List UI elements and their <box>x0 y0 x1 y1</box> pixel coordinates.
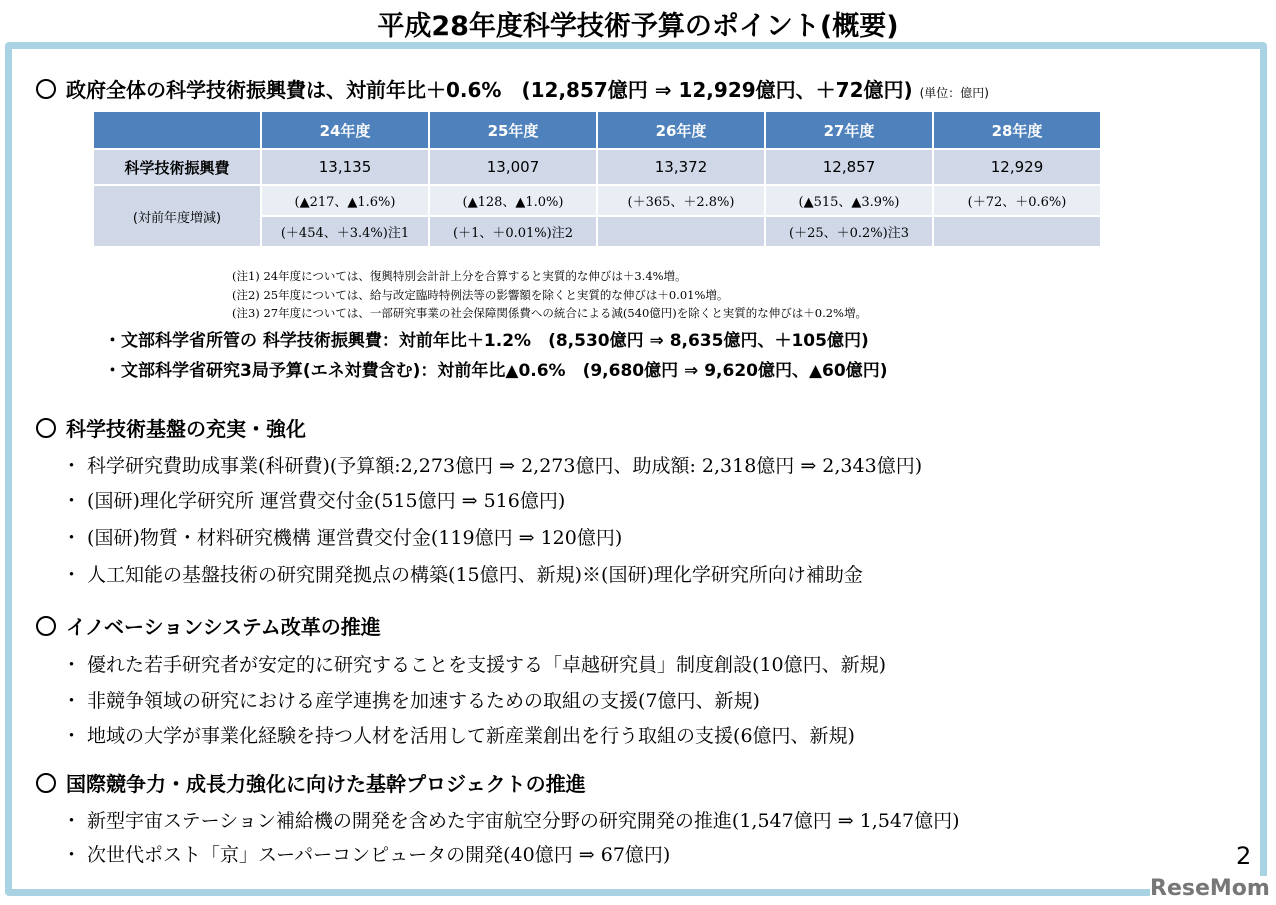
row-label: (対前年度増減) <box>93 185 261 247</box>
table-cell: (▲515、▲3.9%) <box>765 185 933 216</box>
section-heading-text: 科学技術基盤の充実・強化 <box>66 417 306 441</box>
list-item: ・ 非競争領域の研究における産学連携を加速するための取組の支援(7億円、新規) <box>62 690 760 712</box>
list-item: ・ 次世代ポスト「京」スーパーコンピュータの開発(40億円 ⇒ 67億円) <box>62 844 671 866</box>
headline-text: 政府全体の科学技術振興費は、対前年比＋0.6% (12,857億円 ⇒ 12,929億円、＋72億円) <box>66 78 913 102</box>
sub-point: ・文部科学省研究3局予算(エネ対費含む)：対前年比▲0.6% (9,680億円 ⇒ 9,620億円、▲60億円) <box>104 361 888 381</box>
list-item: ・ 優れた若手研究者が安定的に研究することを支援する「卓越研究員」制度創設(10億円、新規) <box>62 654 887 676</box>
sub-point: ・文部科学省所管の 科学技術振興費：対前年比＋1.2% (8,530億円 ⇒ 8,635億円、＋105億円) <box>104 331 869 351</box>
list-item: ・ 地域の大学が事業化経験を持つ人材を活用して新産業創出を行う取組の支援(6億円、新規) <box>62 725 855 747</box>
list-item: ・ 科学研究費助成事業(科研費)(予算額:2,273億円 ⇒ 2,273億円、助成額: 2,318億円 ⇒ 2,343億円) <box>62 455 923 477</box>
table-cell: 13,135 <box>261 149 429 185</box>
section-heading <box>36 611 381 640</box>
table-cell: 13,372 <box>597 149 765 185</box>
circle-bullet-icon <box>36 773 56 793</box>
section-heading <box>36 413 306 442</box>
circle-bullet-icon <box>36 79 56 99</box>
table-cell <box>597 216 765 247</box>
resemom-logo: ReseMom <box>1150 876 1270 901</box>
table-cell: (＋25、＋0.2%)注3 <box>765 216 933 247</box>
section-heading <box>36 768 586 797</box>
unit-label: (単位：億円) <box>919 86 989 100</box>
table-cell: (▲128、▲1.0%) <box>429 185 597 216</box>
note: (注2) 25年度については、給与改定臨時特例法等の影響額を除くと実質的な伸びは＋0.01%増。 <box>232 288 729 302</box>
table-cell: 12,929 <box>933 149 1101 185</box>
row-label: 科学技術振興費 <box>93 149 261 185</box>
table-cell: (▲217、▲1.6%) <box>261 185 429 216</box>
table-cell: (＋72、＋0.6%) <box>933 185 1101 216</box>
list-item: ・ (国研)理化学研究所 運営費交付金(515億円 ⇒ 516億円) <box>62 490 566 512</box>
section-heading-text: 国際競争力・成長力強化に向けた基幹プロジェクトの推進 <box>66 772 586 796</box>
list-item: ・ (国研)物質・材料研究機構 運営費交付金(119億円 ⇒ 120億円) <box>62 527 623 549</box>
slide-title: 平成28年度科学技術予算のポイント(概要) <box>377 11 899 42</box>
header-cell <box>93 111 261 149</box>
list-item: ・ 人工知能の基盤技術の研究開発拠点の構築(15億円、新規)※(国研)理化学研究所向け補助金 <box>62 564 863 586</box>
circle-bullet-icon <box>36 616 56 636</box>
circle-bullet-icon <box>36 418 56 438</box>
note: (注3) 27年度については、一部研究事業の社会保障関係費への統合による減(540億円)を除くと実質的な伸びは＋0.2%増。 <box>232 306 867 320</box>
section-heading-text: イノベーションシステム改革の推進 <box>66 615 381 639</box>
header-cell: 28年度 <box>933 111 1101 149</box>
header-cell: 27年度 <box>765 111 933 149</box>
page-number: 2 <box>1236 842 1252 870</box>
header-cell: 24年度 <box>261 111 429 149</box>
header-cell: 26年度 <box>597 111 765 149</box>
table-cell: (＋365、＋2.8%) <box>597 185 765 216</box>
table-cell: 13,007 <box>429 149 597 185</box>
table-header-row <box>93 111 1101 149</box>
table-cell <box>933 216 1101 247</box>
headline <box>36 74 989 103</box>
table-cell: 12,857 <box>765 149 933 185</box>
table-cell: (＋454、＋3.4%)注1 <box>261 216 429 247</box>
header-cell: 25年度 <box>429 111 597 149</box>
list-item: ・ 新型宇宙ステーション補給機の開発を含めた宇宙航空分野の研究開発の推進(1,547億円 ⇒ 1,547億円) <box>62 810 960 832</box>
table-cell: (＋1、＋0.01%)注2 <box>429 216 597 247</box>
table-row <box>93 185 1101 216</box>
note: (注1) 24年度については、復興特別会計計上分を合算すると実質的な伸びは＋3.4%増。 <box>232 269 687 283</box>
budget-table <box>92 110 1102 248</box>
table-row <box>93 149 1101 185</box>
